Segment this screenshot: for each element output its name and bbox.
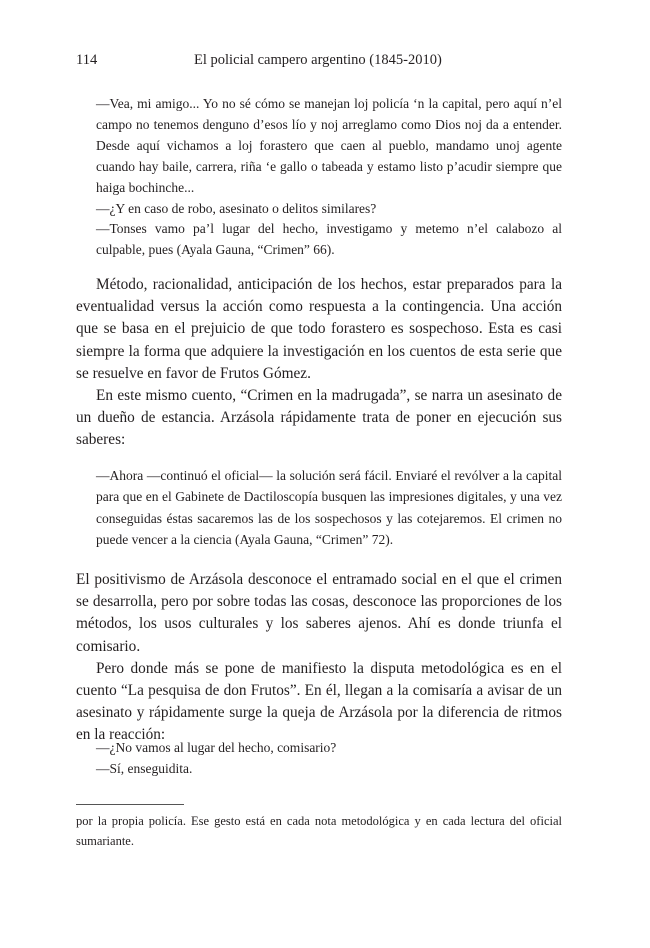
block-quote-dialogue-1: [96, 94, 562, 261]
body-text-section-1: [76, 274, 562, 452]
running-title: El policial campero argentino (1845-2010): [194, 52, 442, 68]
block-quote-dialogue-3: [96, 737, 562, 779]
body-paragraph: En este mismo cuento, “Crimen en la madrugada”, se narra un asesinato de un dueño de estancia. Arzásola rápidamente trata de poner en ejecución sus saberes:: [76, 387, 562, 449]
quote-paragraph: —¿No vamos al lugar del hecho, comisario?: [96, 740, 337, 755]
footnote: por la propia policía. Ese gesto está en cada nota metodológica y en cada lectura del oficial sumariante.: [76, 814, 562, 848]
page-number: 114: [76, 52, 98, 68]
quote-paragraph: —Tonses vamo pa’l lugar del hecho, investigamo y metemo n’el calabozo al culpable, pues (Ayala Gauna, “Crimen” 66).: [96, 221, 562, 258]
footnote-separator: [76, 804, 184, 805]
page-header: [76, 52, 574, 72]
quote-paragraph: —Sí, enseguidita.: [96, 761, 193, 776]
quote-paragraph: —Ahora —continuó el oficial— la solución será fácil. Enviaré el revólver a la capital para que en el Gabinete de Dactiloscopía busquen las impresiones digitales, y una vez conseguidas éstas sacaremos las de los sospechosos y las cotejaremos. El crimen no puede vencer a la ciencia (Ayala Gauna, “Crimen” 72).: [96, 468, 562, 547]
body-paragraph: Método, racionalidad, anticipación de los hechos, estar preparados para la eventualidad versus la acción como respuesta a la contingencia. Una acción que se basa en el prejuicio de que todo forastero es sospechoso. Esta es casi siempre la forma que adquiere la investigación en los cuentos de esta serie que se resuelve en favor de Frutos Gómez.: [76, 276, 562, 382]
body-paragraph: El positivismo de Arzásola desconoce el entramado social en el que el crimen se desarrolla, pero por sobre todas las cosas, desconoce las proporciones de los métodos, los usos culturales y los saberes ajenos. Ahí es donde triunfa el comisario.: [76, 571, 562, 655]
block-quote-2: [96, 465, 562, 550]
body-text-section-2: [76, 569, 562, 747]
quote-paragraph: —¿Y en caso de robo, asesinato o delitos similares?: [96, 200, 377, 216]
body-paragraph: Pero donde más se pone de manifiesto la disputa metodológica es en el cuento “La pesquisa de don Frutos”. En él, llegan a la comisaría a avisar de un asesinato y rápidamente surge la queja de Arzásola por la diferencia de ritmos en la reacción:: [76, 659, 562, 744]
quote-paragraph: —Vea, mi amigo... Yo no sé cómo se manejan loj policía ‘n la capital, pero aquí n’el campo no tenemos denguno d’esos lío y noj arreglamo como Dios noj da a entender. Desde aquí vichamos a loj forastero que caen al pueblo, mandamo unoj agente cuando hay baile, carrera, riña ‘e gallo o tabeada y estamo listo p’acudir siempre que haiga bochinche...: [96, 96, 562, 195]
